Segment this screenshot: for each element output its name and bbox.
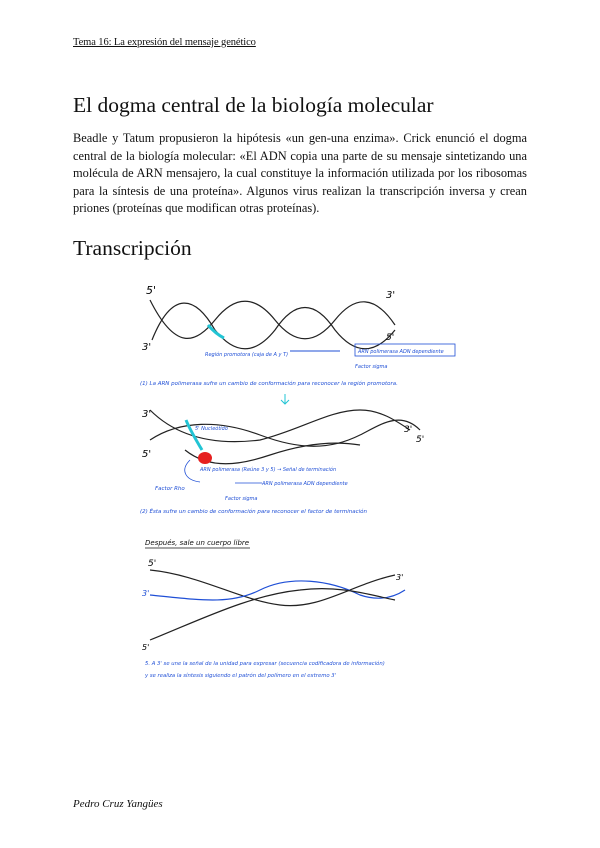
label-5prime-step3: 5': [148, 559, 157, 569]
author-footer: Pedro Cruz Yangües: [73, 798, 163, 810]
promoter-highlight: [208, 325, 224, 338]
helix-step2: [150, 410, 420, 464]
label-3prime-right-step3: 3': [396, 573, 404, 582]
label-3prime-left-step3: 3': [142, 589, 150, 598]
intro-paragraph: Beadle y Tatum propusieron la hipótesis «un gen-una enzima». Crick enunció el dogma central de la biología molecular: «El ADN copia una parte de su mensaje sintetizando una molécula de ARN mensajero, la cual constituye la información utilizada por los ribosomas para la síntesis de una proteína». Algunos virus realizan la transcripción inversa y crean priones (proteínas que modifican otras proteínas).: [73, 131, 527, 216]
factor-rho-label: Factor Rho: [155, 486, 185, 492]
promoter-label: Región promotora (caja de A y T): [205, 352, 289, 358]
helix-step1: [150, 300, 395, 349]
poly-label-step2: ARN polimerasa ADN dependiente: [262, 481, 348, 487]
caption-step1: (1) La ARN polimerasa sufre un cambio de conformación para reconocer la región promotora.: [140, 381, 398, 387]
label-5prime-right-step1: 5': [386, 333, 395, 343]
elongation-label: ARN polimerasa (Reúne 3 y 5) → Señal de terminación: [200, 467, 337, 473]
caption-step2: (2) Ésta sufre un cambio de conformación para reconocer el factor de terminación: [140, 509, 368, 515]
label-3prime-left-step1: 3': [142, 342, 152, 353]
label-5prime-left-step2: 5': [142, 449, 152, 460]
factor-sigma-label-step1: Factor sigma: [355, 364, 388, 370]
factor-sigma-label-step2: Factor sigma: [225, 496, 258, 502]
nucleotide-label: 5' Nucleótido: [195, 426, 228, 432]
down-arrow-icon: [281, 394, 289, 404]
label-5prime-right-step2: 5': [416, 435, 425, 445]
label-3prime-left-step2: 3': [142, 409, 152, 420]
caption-step3-line2: y se realiza la síntesis siguiendo el patrón del polímero en el extremo 3': [145, 673, 337, 679]
helix-step3: [150, 570, 405, 640]
section-title-transcription: Transcripción: [73, 236, 192, 260]
chapter-header: Tema 16: La expresión del mensaje genético: [73, 37, 256, 48]
caption-step3-line1: 5. A 3' se une la señal de la unidad para expresar (secuencia codificadora de información): [145, 661, 385, 667]
label-3prime-right-step2: 3': [404, 425, 413, 435]
label-5prime-bottom-step3: 5': [142, 643, 150, 652]
enzyme-label: ARN polimerasa ADN dependiente: [358, 349, 444, 355]
step3-heading: Después, sale un cuerpo libre: [145, 539, 250, 547]
rna-polymerase-dot: [198, 452, 212, 464]
label-3prime-right-step1: 3': [386, 290, 396, 301]
section-title-dogma: El dogma central de la biología molecular: [73, 93, 434, 117]
bracket-step2: [185, 460, 200, 482]
label-5prime-step1: 5': [146, 284, 157, 297]
